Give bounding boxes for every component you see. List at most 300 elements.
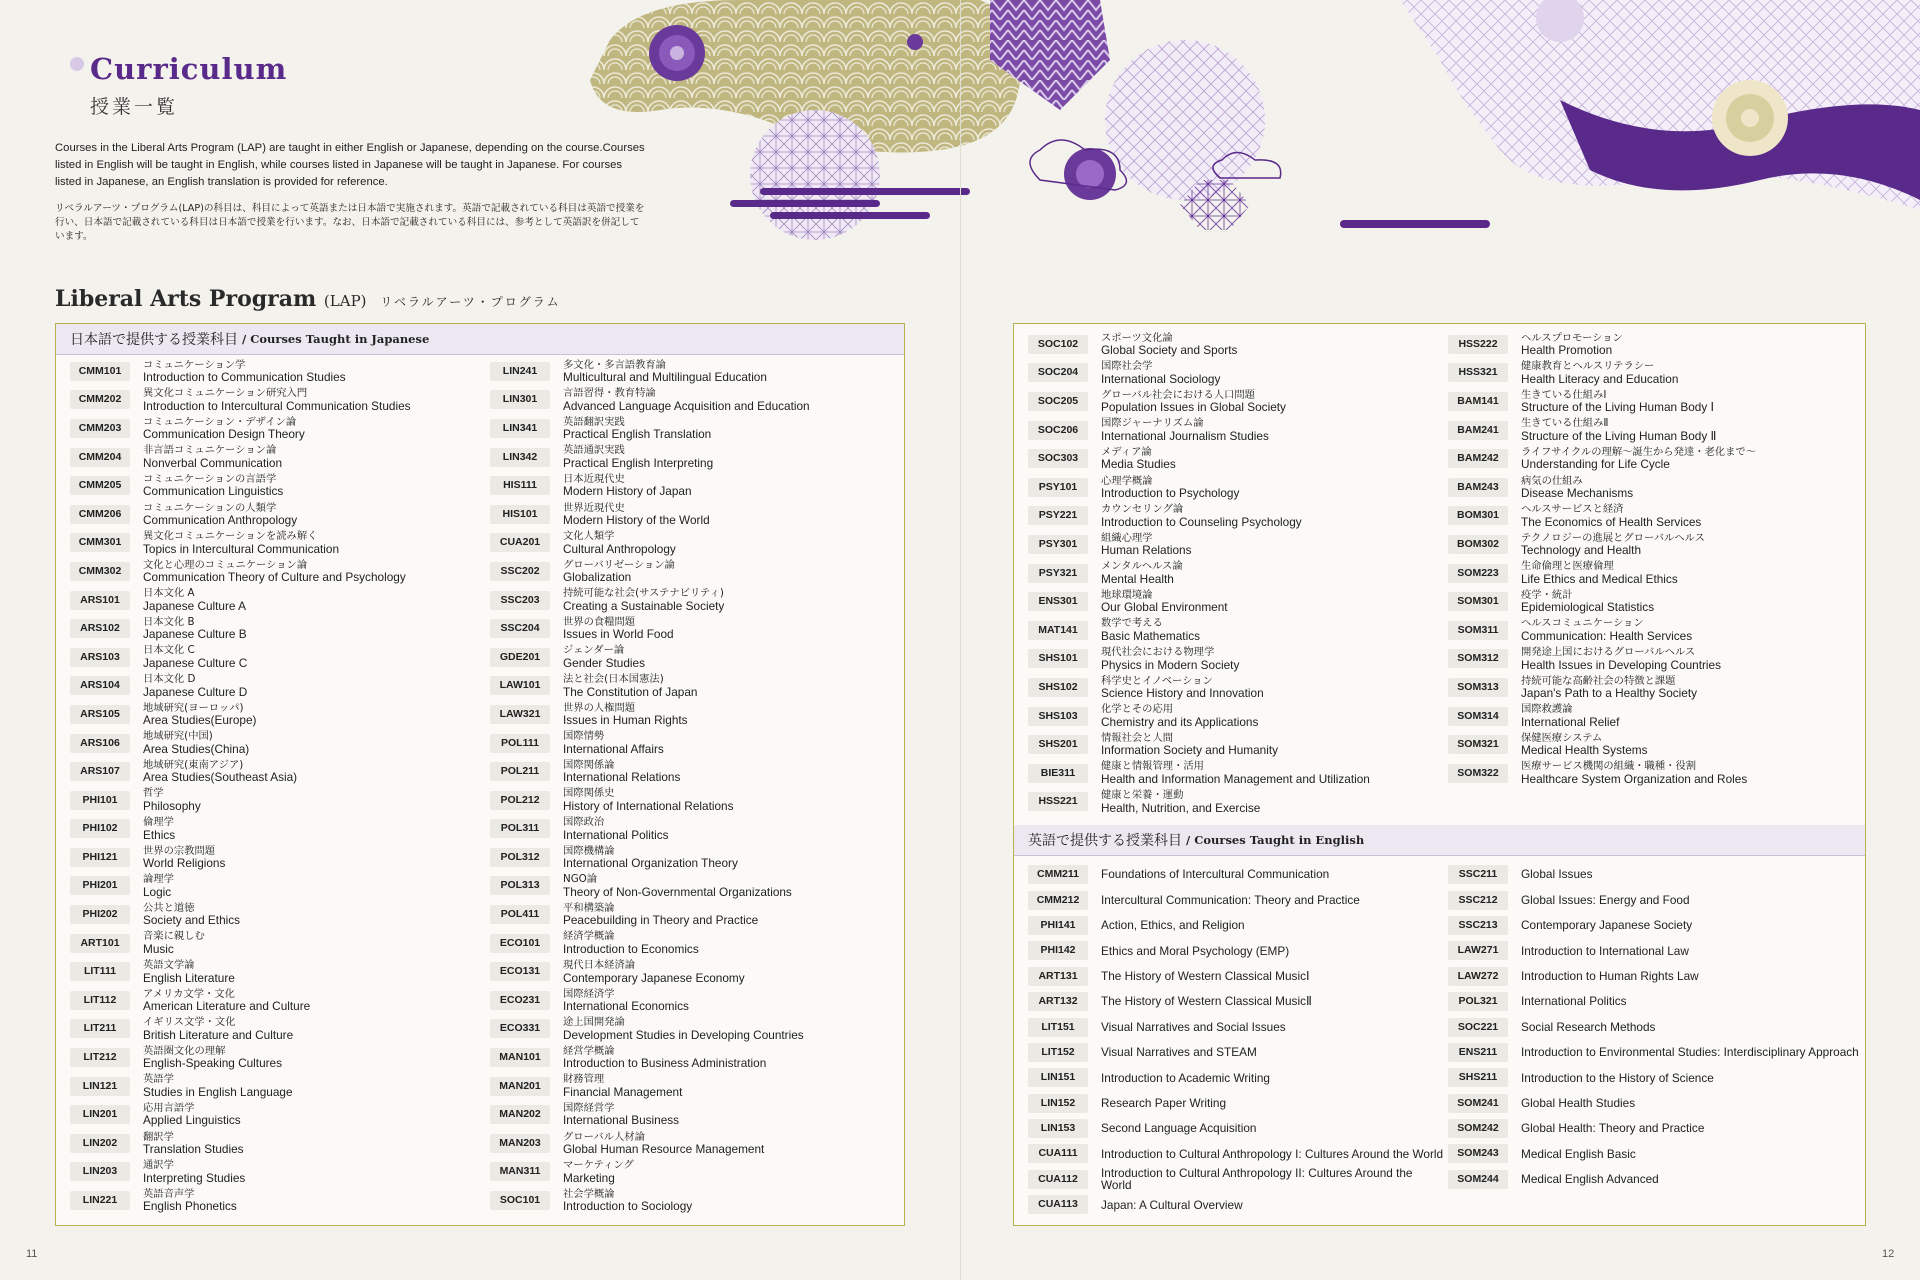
course-name-jp: 日本文化 C [143, 644, 195, 657]
section-title-jp: 日本語で提供する授業科目 [70, 332, 238, 348]
course-names [143, 1131, 244, 1157]
course-row [1448, 530, 1858, 559]
course-row [70, 672, 480, 701]
course-code: ECO231 [490, 991, 550, 1010]
course-name-jp: コミュニケーション・デザイン論 [143, 415, 297, 428]
course-name-jp: 音楽に親しむ [143, 930, 205, 943]
course-name-en: World Religions [143, 856, 226, 871]
course-names [1521, 360, 1678, 386]
course-code: SOC206 [1028, 421, 1088, 440]
course-code: LIN121 [70, 1077, 130, 1096]
course-name-jp: 哲学 [143, 787, 164, 800]
course-row [70, 471, 480, 500]
course-name-jp: 翻訳学 [143, 1130, 174, 1143]
course-code: POL311 [490, 819, 550, 838]
course-code: PHI101 [70, 791, 130, 810]
course-row [490, 929, 900, 958]
course-name-jp: ヘルスサービスと経済 [1521, 503, 1624, 516]
course-name-en: Applied Linguistics [143, 1113, 241, 1128]
course-row [490, 443, 900, 472]
course-name-jp: 世界の宗教問題 [143, 844, 216, 857]
course-names [1521, 675, 1697, 701]
course-name-en: Health Literacy and Education [1521, 371, 1679, 386]
course-name-en: Area Studies(Europe) [143, 713, 257, 728]
course-row [70, 1072, 480, 1101]
course-names [143, 530, 339, 556]
course-row [1028, 559, 1438, 588]
course-name-jp: スポーツ文化論 [1101, 331, 1173, 344]
course-name-jp: メンタルヘルス論 [1101, 560, 1183, 573]
course-names [1101, 332, 1237, 358]
course-code: LIN203 [70, 1162, 130, 1181]
course-code: LAW101 [490, 676, 550, 695]
course-row [70, 414, 480, 443]
course-code: POL212 [490, 791, 550, 810]
course-names [563, 1073, 682, 1099]
course-row [1448, 702, 1858, 731]
course-row [1028, 1167, 1448, 1192]
course-names [1521, 532, 1705, 558]
course-row [70, 386, 480, 415]
course-code: HIS101 [490, 505, 550, 524]
course-row [490, 986, 900, 1015]
course-row [70, 986, 480, 1015]
course-code: SOM312 [1448, 649, 1508, 668]
course-name-jp: 組織心理学 [1101, 531, 1153, 544]
course-code: SSC211 [1448, 865, 1508, 884]
course-name-en: Peacebuilding in Theory and Practice [563, 913, 759, 928]
course-code: LAW321 [490, 705, 550, 724]
course-code: BAM243 [1448, 478, 1508, 497]
course-name-jp: 世界の人権問題 [563, 701, 636, 714]
course-names [1101, 589, 1228, 615]
course-name-jp: 文化人類学 [563, 530, 615, 543]
course-row [1448, 730, 1858, 759]
course-names [563, 502, 710, 528]
course-name-en: Advanced Language Acquisition and Education [563, 398, 810, 413]
course-names [563, 587, 724, 613]
course-code: ECO331 [490, 1019, 550, 1038]
program-name: Liberal Arts Program [55, 286, 317, 312]
page-title-jp: 授業一覧 [90, 96, 179, 118]
course-names [563, 1159, 634, 1185]
course-row [1028, 416, 1438, 445]
course-row [1028, 989, 1448, 1014]
course-name-en: Ethics and Moral Psychology (EMP) [1101, 943, 1290, 958]
course-name-en: Introduction to Intercultural Communication Studies [143, 398, 411, 413]
course-name-jp: グローバル人材論 [563, 1130, 645, 1143]
course-code: LIN221 [70, 1191, 130, 1210]
page-title: Curriculum [90, 52, 288, 86]
course-name-en: International Business [563, 1113, 680, 1128]
course-name-en: Health and Information Management and Utilization [1101, 771, 1370, 786]
course-name-jp: グローバリゼーション論 [563, 558, 675, 571]
course-code: SHS101 [1028, 649, 1088, 668]
english-courses-heading [1014, 825, 1865, 856]
course-names [143, 387, 411, 413]
course-row [490, 557, 900, 586]
course-row [1028, 530, 1438, 559]
course-code: HSS321 [1448, 363, 1508, 382]
course-names [563, 359, 767, 385]
course-row [490, 1158, 900, 1187]
course-row [1448, 1040, 1868, 1065]
course-name-en: Cultural Anthropology [563, 541, 676, 556]
course-names [563, 959, 745, 985]
course-names [143, 359, 346, 385]
course-name-jp: 英語圏文化の理解 [143, 1044, 226, 1057]
course-name-jp: 多文化・多言語教育論 [563, 358, 666, 371]
course-name-en: Communication Linguistics [143, 484, 284, 499]
course-names [143, 559, 406, 585]
course-name-jp: 途上国開発論 [563, 1016, 625, 1029]
course-code: ARS105 [70, 705, 130, 724]
course-name-jp: 論理学 [143, 873, 174, 886]
course-names [1521, 475, 1633, 501]
course-row [70, 957, 480, 986]
course-names [563, 1188, 692, 1214]
course-names [563, 845, 738, 871]
course-row [1028, 1192, 1448, 1217]
course-row [1028, 788, 1438, 817]
page-gutter [960, 0, 961, 1280]
course-name-en: International Politics [1521, 994, 1627, 1009]
course-name-en: History of International Relations [563, 798, 734, 813]
course-name-en: Nonverbal Communication [143, 455, 283, 470]
course-name-jp: 病気の仕組み [1521, 474, 1583, 487]
course-name-en: Contemporary Japanese Economy [563, 970, 745, 985]
course-row [490, 1015, 900, 1044]
course-name-en: Communication Theory of Culture and Psychology [143, 570, 406, 585]
course-names [143, 1188, 237, 1214]
course-row [70, 500, 480, 529]
course-names [563, 759, 680, 785]
course-names [143, 502, 297, 528]
course-code: LIT212 [70, 1048, 130, 1067]
course-names [143, 1159, 245, 1185]
course-code: HSS222 [1448, 335, 1508, 354]
course-name-en: Issues in Human Rights [563, 713, 688, 728]
course-row [70, 443, 480, 472]
course-row [70, 1043, 480, 1072]
course-name-jp: 英語音声学 [143, 1187, 195, 1200]
course-names [1521, 332, 1623, 358]
course-code: SOC102 [1028, 335, 1088, 354]
course-name-en: Multicultural and Multilingual Education [563, 370, 767, 385]
course-code: SOM322 [1448, 764, 1508, 783]
course-names [1521, 703, 1619, 729]
course-code: LAW272 [1448, 967, 1508, 986]
course-name-en: Population Issues in Global Society [1101, 400, 1286, 415]
course-row [1448, 330, 1858, 359]
japanese-courses-column-4 [1448, 330, 1858, 788]
course-name-en: Topics in Intercultural Communication [143, 541, 340, 556]
course-name-jp: コミュニケーション学 [143, 358, 246, 371]
course-names [1101, 675, 1264, 701]
course-code: MAN311 [490, 1162, 550, 1181]
course-name-en: Our Global Environment [1101, 600, 1228, 615]
course-name-en: Introduction to Counseling Psychology [1101, 514, 1302, 529]
course-name-en: Japanese Culture A [143, 598, 246, 613]
course-name-jp: 医療サービス機関の組織・職種・役割 [1521, 760, 1697, 773]
course-name-en: Intercultural Communication: Theory and Practice [1101, 892, 1360, 907]
course-code: POL312 [490, 848, 550, 867]
course-name-en: Chemistry and its Applications [1101, 714, 1259, 729]
course-name-en: British Literature and Culture [143, 1027, 294, 1042]
course-name-jp: 国際経済学 [563, 987, 615, 1000]
course-name-en: Health Promotion [1521, 343, 1613, 358]
course-code: BIE311 [1028, 764, 1088, 783]
course-row [490, 1186, 900, 1215]
course-names [1521, 732, 1648, 758]
course-name-en: Area Studies(China) [143, 741, 250, 756]
course-row [70, 357, 480, 386]
course-name-en: Creating a Sustainable Society [563, 598, 725, 613]
course-code: CMM206 [70, 505, 130, 524]
course-row [1028, 887, 1448, 912]
course-name-en: Contemporary Japanese Society [1521, 918, 1693, 933]
course-row [490, 1100, 900, 1129]
course-row [70, 872, 480, 901]
course-row [1448, 1141, 1868, 1166]
course-code: ART131 [1028, 967, 1088, 986]
course-row [1028, 587, 1438, 616]
course-names [143, 845, 225, 871]
course-code: CMM101 [70, 362, 130, 381]
course-row [490, 872, 900, 901]
course-name-jp: アメリカ文学・文化 [143, 987, 235, 1000]
course-row [490, 357, 900, 386]
course-code: LIT211 [70, 1019, 130, 1038]
course-names [563, 473, 692, 499]
course-row [70, 1186, 480, 1215]
course-name-en: Communication Design Theory [143, 427, 305, 442]
course-name-jp: 異文化コミュニケーションを読み解く [143, 530, 318, 543]
course-name-jp: 国際政治 [563, 816, 605, 829]
course-row [1028, 702, 1438, 731]
course-names [143, 702, 256, 728]
course-code: SOM242 [1448, 1119, 1508, 1138]
course-names [1521, 560, 1678, 586]
course-names [143, 616, 247, 642]
course-code: ART132 [1028, 992, 1088, 1011]
course-code: LIT111 [70, 962, 130, 981]
course-name-jp: カウンセリング論 [1101, 503, 1184, 516]
course-code: SOM313 [1448, 678, 1508, 697]
course-names [563, 416, 711, 442]
course-row [1448, 616, 1858, 645]
course-row [490, 729, 900, 758]
course-code: ARS107 [70, 762, 130, 781]
course-code: SSC212 [1448, 891, 1508, 910]
course-name-jp: 地球環境論 [1101, 588, 1153, 601]
course-name-en: Marketing [563, 1170, 615, 1185]
course-row [1028, 502, 1438, 531]
course-names [143, 759, 297, 785]
course-names [1521, 617, 1692, 643]
course-names [143, 1016, 293, 1042]
course-name-en: The Economics of Health Services [1521, 514, 1702, 529]
course-name-en: The History of Western Classical MusicⅠ [1101, 969, 1310, 983]
course-name-en: Introduction to Cultural Anthropology I: Cultures Around the World [1101, 1146, 1444, 1161]
course-names [1101, 475, 1239, 501]
course-row [70, 1100, 480, 1129]
course-names [563, 988, 689, 1014]
course-code: HIS111 [490, 476, 550, 495]
course-names [1521, 417, 1716, 443]
course-code: LIN201 [70, 1105, 130, 1124]
course-name-en: International Sociology [1101, 371, 1221, 386]
course-row [1448, 887, 1868, 912]
course-name-en: Introduction to Communication Studies [143, 370, 346, 385]
course-code: ARS103 [70, 648, 130, 667]
course-code: SSC203 [490, 591, 550, 610]
course-names [563, 644, 645, 670]
course-code: CUA201 [490, 533, 550, 552]
course-code: POL411 [490, 905, 550, 924]
course-name-jp: 通訳学 [143, 1159, 174, 1172]
course-row [490, 815, 900, 844]
course-name-en: Information Society and Humanity [1101, 743, 1279, 758]
course-name-en: Science History and Innovation [1101, 686, 1264, 701]
course-row [490, 700, 900, 729]
course-row [490, 843, 900, 872]
program-abbr: (LAP) [323, 292, 367, 310]
course-row [1028, 862, 1448, 887]
course-names [143, 730, 249, 756]
course-code: LIN241 [490, 362, 550, 381]
right-courses-panel [1013, 323, 1866, 1226]
course-name-jp: 英語学 [143, 1073, 174, 1086]
course-names [563, 702, 688, 728]
course-row [70, 1158, 480, 1187]
course-code: SHS211 [1448, 1068, 1508, 1087]
course-name-jp: 地域研究(ヨーロッパ) [143, 701, 244, 714]
course-row [490, 614, 900, 643]
course-names [143, 873, 174, 899]
course-code: PHI201 [70, 876, 130, 895]
course-row [70, 786, 480, 815]
course-name-jp: 世界の食糧問題 [563, 615, 636, 628]
program-heading [55, 286, 561, 312]
course-name-jp: 化学とその応用 [1101, 703, 1174, 716]
course-code: PHI102 [70, 819, 130, 838]
course-row [1028, 913, 1448, 938]
course-row [1448, 913, 1868, 938]
course-name-en: Ethics [143, 827, 176, 842]
section-title-en: / Courses Taught in Japanese [242, 332, 430, 346]
course-code: SOC205 [1028, 392, 1088, 411]
course-code: PHI121 [70, 848, 130, 867]
course-name-jp: 国際ジャーナリズム論 [1101, 417, 1204, 430]
course-names [143, 416, 305, 442]
japanese-courses-column-2 [490, 357, 900, 1215]
course-row [1448, 1116, 1868, 1141]
course-code: POL111 [490, 734, 550, 753]
course-code: PSY301 [1028, 535, 1088, 554]
course-names [1521, 589, 1654, 615]
course-name-jp: 応用言語学 [143, 1101, 195, 1114]
course-row [1448, 673, 1858, 702]
course-code: LAW271 [1448, 941, 1508, 960]
course-name-jp: 国際情勢 [563, 730, 605, 743]
course-row [490, 1072, 900, 1101]
course-code: ARS104 [70, 676, 130, 695]
course-names [143, 587, 246, 613]
section-title-en: / Courses Taught in English [1186, 833, 1365, 847]
course-names [1101, 503, 1302, 529]
course-row [70, 614, 480, 643]
course-names [1101, 446, 1176, 472]
course-name-jp: 地域研究(中国) [143, 730, 213, 743]
english-courses-column-2 [1448, 862, 1868, 1192]
japanese-courses-heading [56, 324, 904, 355]
course-row [1028, 938, 1448, 963]
course-row [490, 414, 900, 443]
course-code: ART101 [70, 934, 130, 953]
course-name-en: Foundations of Intercultural Communication [1101, 867, 1330, 882]
course-name-jp: 経営学概論 [563, 1044, 615, 1057]
course-names [143, 1045, 282, 1071]
course-name-en: Logic [143, 884, 172, 899]
course-code: LIT112 [70, 991, 130, 1010]
course-code: PHI142 [1028, 941, 1088, 960]
course-name-jp: 日本文化 A [143, 587, 195, 600]
course-name-en: Theory of Non-Governmental Organizations [563, 884, 792, 899]
course-code: POL313 [490, 876, 550, 895]
course-row [1028, 1141, 1448, 1166]
program-name-jp: リベラルアーツ・プログラム [380, 295, 561, 309]
course-name-en: Second Language Acquisition [1101, 1121, 1257, 1136]
course-names [563, 1102, 679, 1128]
course-names [143, 988, 310, 1014]
course-name-en: Structure of the Living Human Body Ⅱ [1521, 428, 1717, 443]
course-name-jp: 持続可能な高齢社会の特徴と課題 [1521, 674, 1676, 687]
course-code: SHS201 [1028, 735, 1088, 754]
course-row [70, 557, 480, 586]
course-name-jp: マーケティング [563, 1159, 634, 1172]
course-code: LIN301 [490, 390, 550, 409]
course-code: ARS101 [70, 591, 130, 610]
course-name-en: Media Studies [1101, 457, 1176, 472]
course-code: SOM301 [1448, 592, 1508, 611]
course-name-en: Gender Studies [563, 655, 645, 670]
course-code: SOM244 [1448, 1170, 1508, 1189]
intro-paragraph-jp: リベラルアーツ・プログラム(LAP)の科目は、科目によって英語または日本語で実施されます。英語で記載されている科目は英語で授業を行い、日本語で記載されている科目は日本語で授業を行います。なお、日本語で記載されている科目には、参考として英語訳を併記しています。 [55, 203, 645, 242]
course-name-jp: 日本文化 D [143, 673, 196, 686]
course-name-jp: 疫学・統計 [1521, 588, 1573, 601]
course-name-jp: 公共と道徳 [143, 901, 195, 914]
course-code: BAM241 [1448, 421, 1508, 440]
course-row [490, 529, 900, 558]
course-code: ECO101 [490, 934, 550, 953]
course-name-jp: 科学史とイノベーション [1101, 674, 1213, 687]
course-name-jp: 異文化コミュニケーション研究入門 [143, 387, 308, 400]
course-name-en: International Organization Theory [563, 856, 738, 871]
course-name-jp: ジェンダー論 [563, 644, 625, 657]
course-code: LIN152 [1028, 1094, 1088, 1113]
course-name-en: Japanese Culture B [143, 627, 247, 642]
course-name-en: International Relations [563, 770, 681, 785]
course-code: MAT141 [1028, 621, 1088, 640]
course-name-en: Practical English Interpreting [563, 455, 714, 470]
course-row [1448, 862, 1868, 887]
course-code: SOM311 [1448, 621, 1508, 640]
course-row [70, 729, 480, 758]
course-row [1028, 473, 1438, 502]
course-names [143, 644, 247, 670]
course-names [143, 673, 247, 699]
